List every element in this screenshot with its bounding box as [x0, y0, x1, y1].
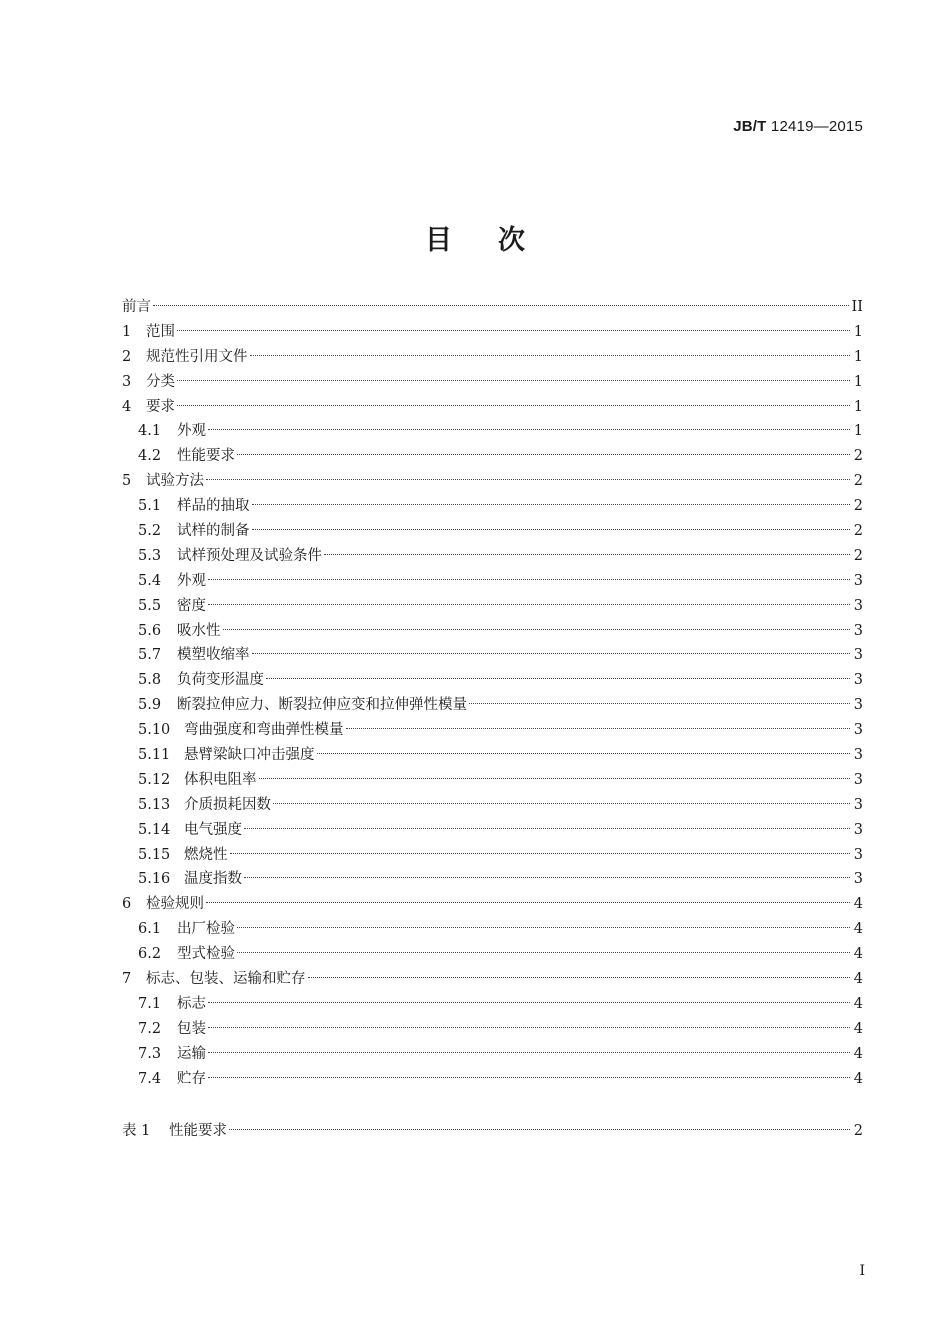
dot-leader	[244, 877, 850, 878]
dot-leader	[208, 579, 850, 580]
dot-leader	[252, 529, 851, 530]
toc-entry[interactable]	[122, 743, 863, 768]
toc-entry-number: 5.8	[138, 672, 162, 689]
toc-entry-number: 5.11	[138, 747, 171, 764]
toc-entry-page: 1	[853, 348, 863, 365]
toc-entry[interactable]	[122, 718, 863, 743]
toc-entry-number: 5.13	[138, 796, 171, 813]
toc-entry-page: 4	[853, 971, 863, 988]
toc-entry[interactable]	[122, 668, 863, 693]
toc-entry-page: 4	[853, 896, 863, 913]
dot-leader	[237, 952, 850, 953]
toc-entry-page: 4	[853, 946, 863, 963]
toc-entry-number: 5.3	[138, 547, 162, 564]
toc-entry-number: 5.9	[138, 697, 162, 714]
toc-entry-label: 前言	[122, 299, 151, 315]
toc-entry-number: 7.4	[138, 1070, 162, 1087]
toc-entry-number: 5.10	[138, 722, 171, 739]
toc-entry-number: 3	[122, 373, 132, 390]
toc-entry-page: 2	[853, 1123, 863, 1139]
dot-leader	[317, 753, 851, 754]
toc-entry-number: 7	[122, 971, 132, 988]
toc-entry-label: 分类	[146, 373, 175, 390]
toc-entry[interactable]	[122, 469, 863, 494]
dot-leader	[177, 380, 850, 381]
toc-entry-label: 吸水性	[177, 622, 221, 639]
dot-leader	[273, 803, 850, 804]
toc-entry-label: 密度	[177, 597, 206, 614]
toc-entry-label: 范围	[146, 323, 175, 340]
toc-entry[interactable]	[122, 594, 863, 619]
toc-entry-page: 3	[853, 771, 863, 788]
standard-number: 12419—2015	[770, 118, 863, 135]
toc-entry-number: 6	[122, 896, 132, 913]
toc-entry[interactable]	[122, 867, 863, 892]
toc-entry-number: 7.3	[138, 1045, 162, 1062]
toc-entry-page: 2	[853, 547, 863, 564]
toc-entry-number: 5.5	[138, 597, 162, 614]
toc-entry-number: 5.16	[138, 871, 171, 888]
toc-entry[interactable]	[122, 295, 863, 320]
toc-entry-page: 3	[853, 697, 863, 714]
toc-entry-number: 7.2	[138, 1020, 162, 1037]
toc-entry-page: 3	[853, 871, 863, 888]
dot-leader	[324, 554, 850, 555]
toc-entry-label: 外观	[177, 423, 206, 440]
toc-entry[interactable]	[122, 1119, 863, 1144]
toc-entry[interactable]	[122, 419, 863, 444]
toc-entry-label: 试样的制备	[177, 523, 250, 540]
toc-entry-page: 4	[853, 1070, 863, 1087]
dot-leader	[237, 454, 850, 455]
dot-leader	[208, 1077, 850, 1078]
toc-entry-number: 5.14	[138, 821, 171, 838]
toc-entry-label: 运输	[177, 1045, 206, 1062]
toc-entry-page: 3	[853, 572, 863, 589]
toc-entry-page: 3	[853, 622, 863, 639]
toc-entry-number: 4.2	[138, 448, 162, 465]
toc-entry-page: 4	[853, 1045, 863, 1062]
standard-prefix: JB/T	[733, 118, 767, 135]
dot-leader	[469, 703, 850, 704]
toc-entry-number: 5.1	[138, 498, 162, 515]
toc-entry-label: 电气强度	[184, 821, 242, 838]
toc-entry[interactable]	[122, 917, 863, 942]
toc-entry-label: 标志	[177, 995, 206, 1012]
toc-entry[interactable]	[122, 892, 863, 917]
toc-entry-label: 型式检验	[177, 946, 235, 963]
toc-entry[interactable]	[122, 395, 863, 420]
toc-entry-label: 负荷变形温度	[177, 672, 264, 689]
toc-entry-page: II	[851, 299, 863, 315]
table-list	[122, 1119, 863, 1144]
toc-entry[interactable]	[122, 1042, 863, 1067]
toc-entry-label: 弯曲强度和弯曲弹性模量	[184, 722, 344, 739]
toc-entry-label: 外观	[177, 572, 206, 589]
dot-leader	[208, 1052, 850, 1053]
toc-entry[interactable]	[122, 519, 863, 544]
dot-leader	[223, 629, 851, 630]
toc-entry[interactable]	[122, 768, 863, 793]
toc-entry[interactable]	[122, 942, 863, 967]
toc-entry-page: 4	[853, 995, 863, 1012]
toc-entry-page: 3	[853, 722, 863, 739]
toc-entry-label: 断裂拉伸应力、断裂拉伸应变和拉伸弹性模量	[177, 697, 467, 714]
toc-entry-label: 模塑收缩率	[177, 647, 250, 664]
dot-leader	[208, 1002, 850, 1003]
toc-entry-page: 1	[853, 398, 863, 415]
dot-leader	[208, 1027, 850, 1028]
toc-entry-number: 5.4	[138, 572, 162, 589]
toc-entry-page: 3	[853, 796, 863, 813]
dot-leader	[153, 305, 849, 306]
toc-entry-page: 3	[853, 846, 863, 863]
dot-leader	[252, 504, 851, 505]
dot-leader	[177, 330, 850, 331]
toc-entry-number: 1	[122, 323, 132, 340]
page-number: I	[859, 1263, 865, 1279]
dot-leader	[259, 778, 851, 779]
toc-entry-label: 性能要求	[177, 448, 235, 465]
dot-leader	[206, 479, 850, 480]
toc-entry[interactable]	[122, 818, 863, 843]
dot-leader	[208, 604, 850, 605]
toc-entry-label: 规范性引用文件	[146, 348, 248, 365]
toc-entry-number: 6.1	[138, 921, 162, 938]
toc-entry[interactable]	[122, 1067, 863, 1092]
standard-code	[733, 118, 863, 135]
toc-entry-page: 2	[853, 523, 863, 540]
toc-entry-label: 温度指数	[184, 871, 242, 888]
toc-entry-page: 1	[853, 373, 863, 390]
dot-leader	[177, 405, 850, 406]
dot-leader	[266, 678, 850, 679]
toc-entry-label: 贮存	[177, 1070, 206, 1087]
toc-entry-page: 3	[853, 747, 863, 764]
toc-entry-page: 3	[853, 597, 863, 614]
toc-entry-label: 试样预处理及试验条件	[177, 547, 322, 564]
toc-entry[interactable]	[122, 693, 863, 718]
dot-leader	[237, 927, 850, 928]
toc-entry-number: 5.12	[138, 771, 171, 788]
title-char-2: 次	[498, 225, 525, 256]
dot-leader	[308, 977, 851, 978]
table-of-contents	[122, 295, 863, 1092]
toc-entry-number: 2	[122, 348, 132, 365]
toc-entry-page: 1	[853, 423, 863, 440]
toc-entry[interactable]	[122, 320, 863, 345]
toc-entry-label: 燃烧性	[184, 846, 228, 863]
toc-entry-page: 1	[853, 323, 863, 340]
toc-entry-number: 4	[122, 398, 132, 415]
title-char-1: 目	[425, 225, 452, 256]
dot-leader	[244, 828, 850, 829]
toc-entry-page: 3	[853, 672, 863, 689]
page-title	[0, 218, 950, 257]
toc-entry-label: 试验方法	[146, 473, 204, 490]
toc-entry-number: 4.1	[138, 423, 162, 440]
toc-entry-page: 2	[853, 473, 863, 490]
toc-entry-label: 介质损耗因数	[184, 796, 271, 813]
toc-entry-number: 5.2	[138, 523, 162, 540]
dot-leader	[208, 429, 850, 430]
toc-entry-label: 体积电阻率	[184, 771, 257, 788]
toc-entry[interactable]	[122, 370, 863, 395]
toc-entry[interactable]	[122, 569, 863, 594]
toc-entry-label: 要求	[146, 398, 175, 415]
toc-entry-number: 5.7	[138, 647, 162, 664]
toc-entry[interactable]	[122, 345, 863, 370]
toc-entry-label: 样品的抽取	[177, 498, 250, 515]
toc-entry-label: 标志、包装、运输和贮存	[146, 971, 306, 988]
toc-entry-number: 表 1	[122, 1123, 151, 1139]
toc-entry[interactable]	[122, 444, 863, 469]
toc-entry-number: 7.1	[138, 995, 162, 1012]
toc-entry[interactable]	[122, 544, 863, 569]
toc-entry[interactable]	[122, 619, 863, 644]
dot-leader	[230, 853, 851, 854]
dot-leader	[346, 728, 851, 729]
toc-entry-number: 5.15	[138, 846, 171, 863]
toc-entry-page: 2	[853, 448, 863, 465]
toc-entry-page: 4	[853, 921, 863, 938]
toc-entry[interactable]	[122, 992, 863, 1017]
toc-entry[interactable]	[122, 843, 863, 868]
toc-entry-label: 包装	[177, 1020, 206, 1037]
toc-entry-number: 5.6	[138, 622, 162, 639]
dot-leader	[250, 355, 851, 356]
toc-entry-number: 5	[122, 473, 132, 490]
toc-entry[interactable]	[122, 967, 863, 992]
dot-leader	[229, 1129, 850, 1130]
toc-entry-number: 6.2	[138, 946, 162, 963]
toc-entry-page: 3	[853, 647, 863, 664]
toc-entry-page: 4	[853, 1020, 863, 1037]
toc-entry-label: 悬臂梁缺口冲击强度	[184, 747, 315, 764]
toc-entry[interactable]	[122, 494, 863, 519]
toc-entry-label: 性能要求	[169, 1123, 227, 1139]
toc-entry-label: 检验规则	[146, 896, 204, 913]
dot-leader	[206, 902, 850, 903]
toc-entry-page: 3	[853, 821, 863, 838]
dot-leader	[252, 653, 851, 654]
toc-entry[interactable]	[122, 793, 863, 818]
toc-entry[interactable]	[122, 643, 863, 668]
toc-entry-label: 出厂检验	[177, 921, 235, 938]
toc-entry-page: 2	[853, 498, 863, 515]
toc-entry[interactable]	[122, 1017, 863, 1042]
